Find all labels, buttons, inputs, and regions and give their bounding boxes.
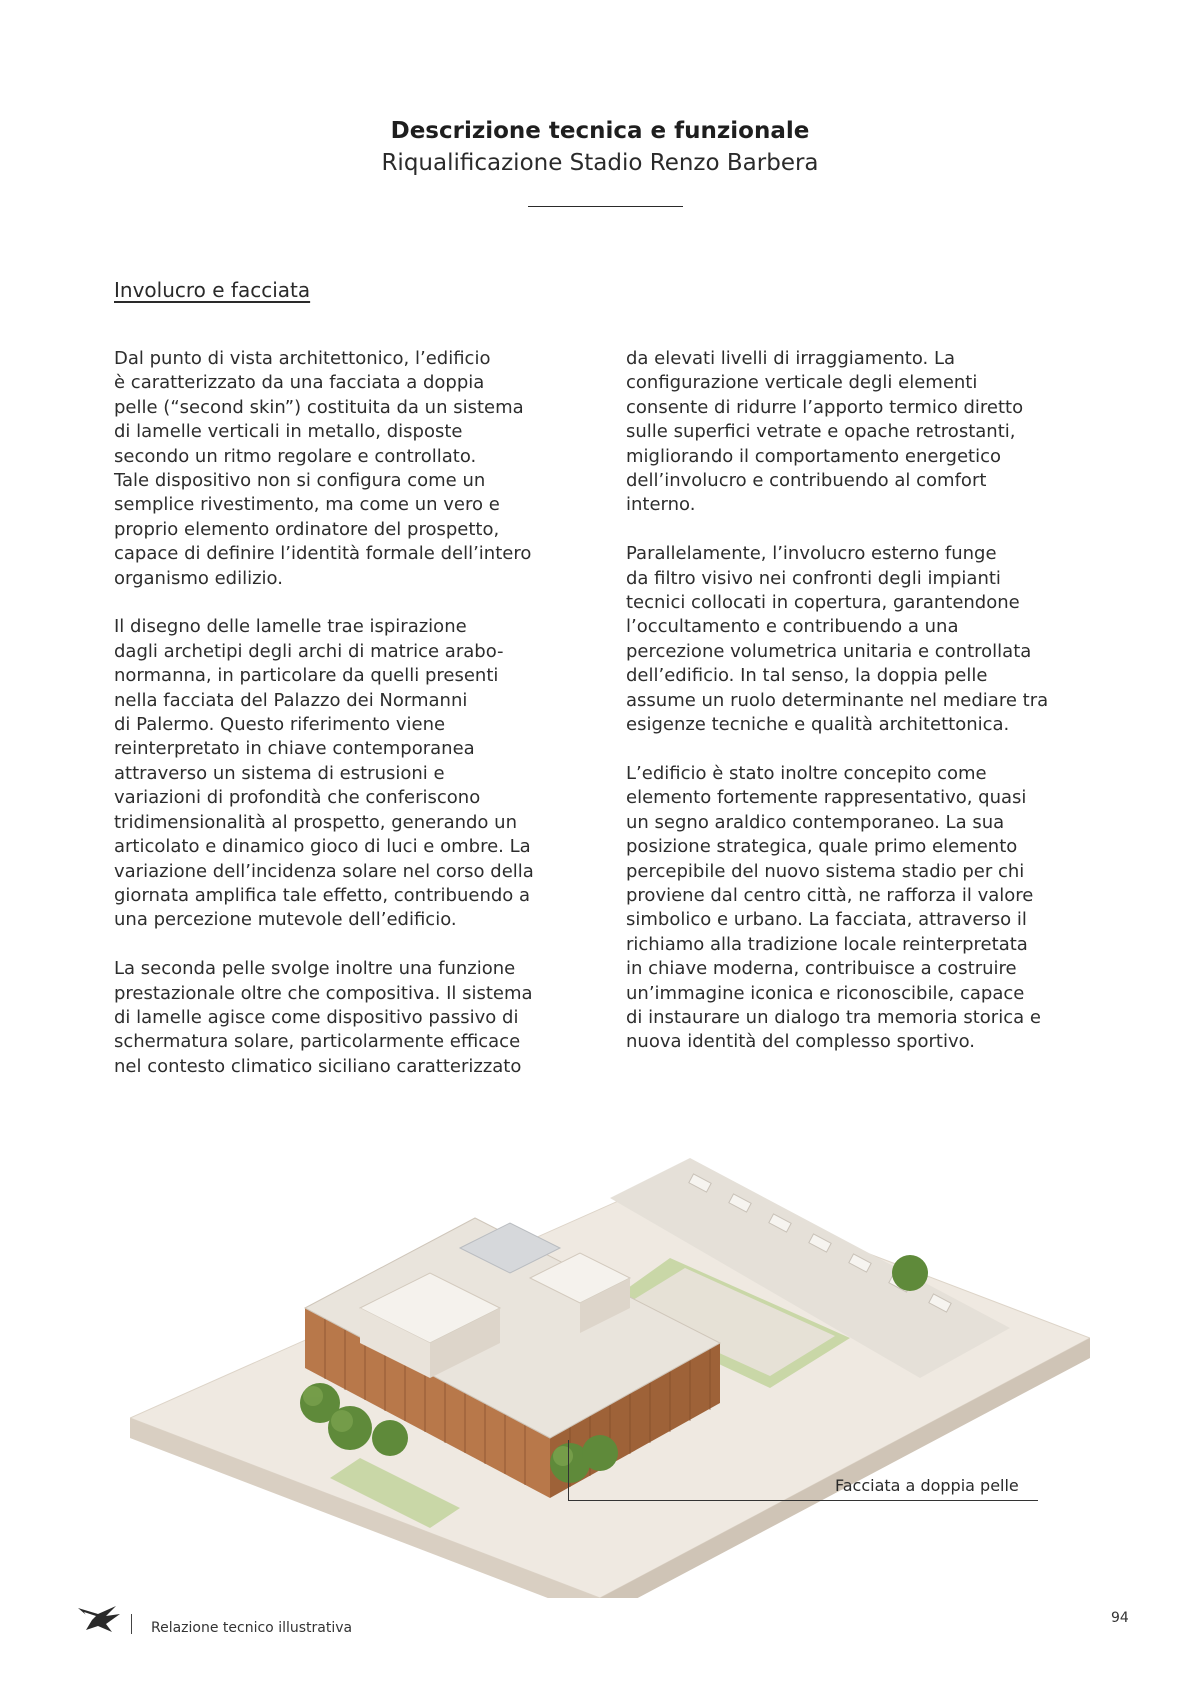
document-subtitle: Riqualificazione Stadio Renzo Barbera xyxy=(381,150,819,176)
building-illustration xyxy=(130,1138,1090,1598)
paragraph: La seconda pelle svolge inoltre una funzione prestazionale oltre che compositiva. Il sistema di lamelle agisce come dispositivo passivo di schermatura solare, particolarmente efficace nel contesto climatico siciliano caratterizzato xyxy=(114,958,533,1077)
document-title: Descrizione tecnica e funzionale xyxy=(390,118,810,144)
paragraph: Parallelamente, l’involucro esterno funge da filtro visivo nei confronti degli impianti tecnici collocati in copertura, garantendone l’occultamento e contribuendo a una percezione volumetrica unitaria e controllata dell’edificio. In tal senso, la doppia pelle assume un ruolo determinante nel mediare tra esigenze tecniche e qualità architettonica. xyxy=(626,543,1049,736)
eagle-logo-icon xyxy=(76,1600,122,1636)
title-divider xyxy=(528,206,683,207)
text-column-right xyxy=(626,347,1111,1079)
paragraph: Il disegno delle lamelle trae ispirazione dagli archetipi degli archi di matrice arabo- normanna, in particolare da quelli presenti nella facciata del Palazzo dei Normanni di Palermo. Questo riferimento viene reinterpretato in chiave contemporanea attraverso un sistema di estrusioni e variazioni di profondità che conferiscono tridimensionalità al prospetto, generando un articolato e dinamico gioco di luci e ombre. La variazione dell’incidenza solare nel corso della giornata amplifica tale effetto, contribuendo a una percezione mutevole dell’edificio. xyxy=(114,616,534,931)
paragraph: L’edificio è stato inoltre concepito come elemento fortemente rappresentativo, quasi un segno araldico contemporaneo. La sua posizione strategica, quale primo elemento percepibile del nuovo sistema stadio per chi proviene dal centro città, ne rafforza il valore simbolico e urbano. La facciata, attraverso il richiamo alla tradizione locale reinterpretata in chiave moderna, contribuisce a costruire un’immagine iconica e riconoscibile, capace di instaurare un dialogo tra memoria storica e nuova identità del complesso sportivo. xyxy=(626,762,1041,1053)
section-heading: Involucro e facciata xyxy=(114,278,311,302)
facade-callout-label: Facciata a doppia pelle xyxy=(835,1476,1019,1495)
page-number: 94 xyxy=(1111,1610,1129,1626)
callout-leader-vertical xyxy=(568,1440,569,1500)
paragraph: Dal punto di vista architettonico, l’edificio è caratterizzato da una facciata a doppia pelle (“second skin”) costituita da un sistema di lamelle verticali in metallo, disposte secondo un ritmo regolare e controllato. Tale dispositivo non si configura come un semplice rivestimento, ma come un vero e proprio elemento ordinatore del prospetto, capace di definire l’identità formale dell’intero organismo edilizio. xyxy=(114,348,532,589)
paragraph: da elevati livelli di irraggiamento. La configurazione verticale degli elementi consente di ridurre l’apporto termico diretto sulle superfici vetrate e opache retrostanti, migliorando il comportamento energetico dell’involucro e contribuendo al comfort interno. xyxy=(626,348,1024,516)
callout-leader-line xyxy=(568,1500,1038,1501)
footer-separator xyxy=(131,1614,132,1634)
text-column-left xyxy=(114,347,594,1104)
footer-document-label: Relazione tecnico illustrativa xyxy=(151,1620,353,1636)
